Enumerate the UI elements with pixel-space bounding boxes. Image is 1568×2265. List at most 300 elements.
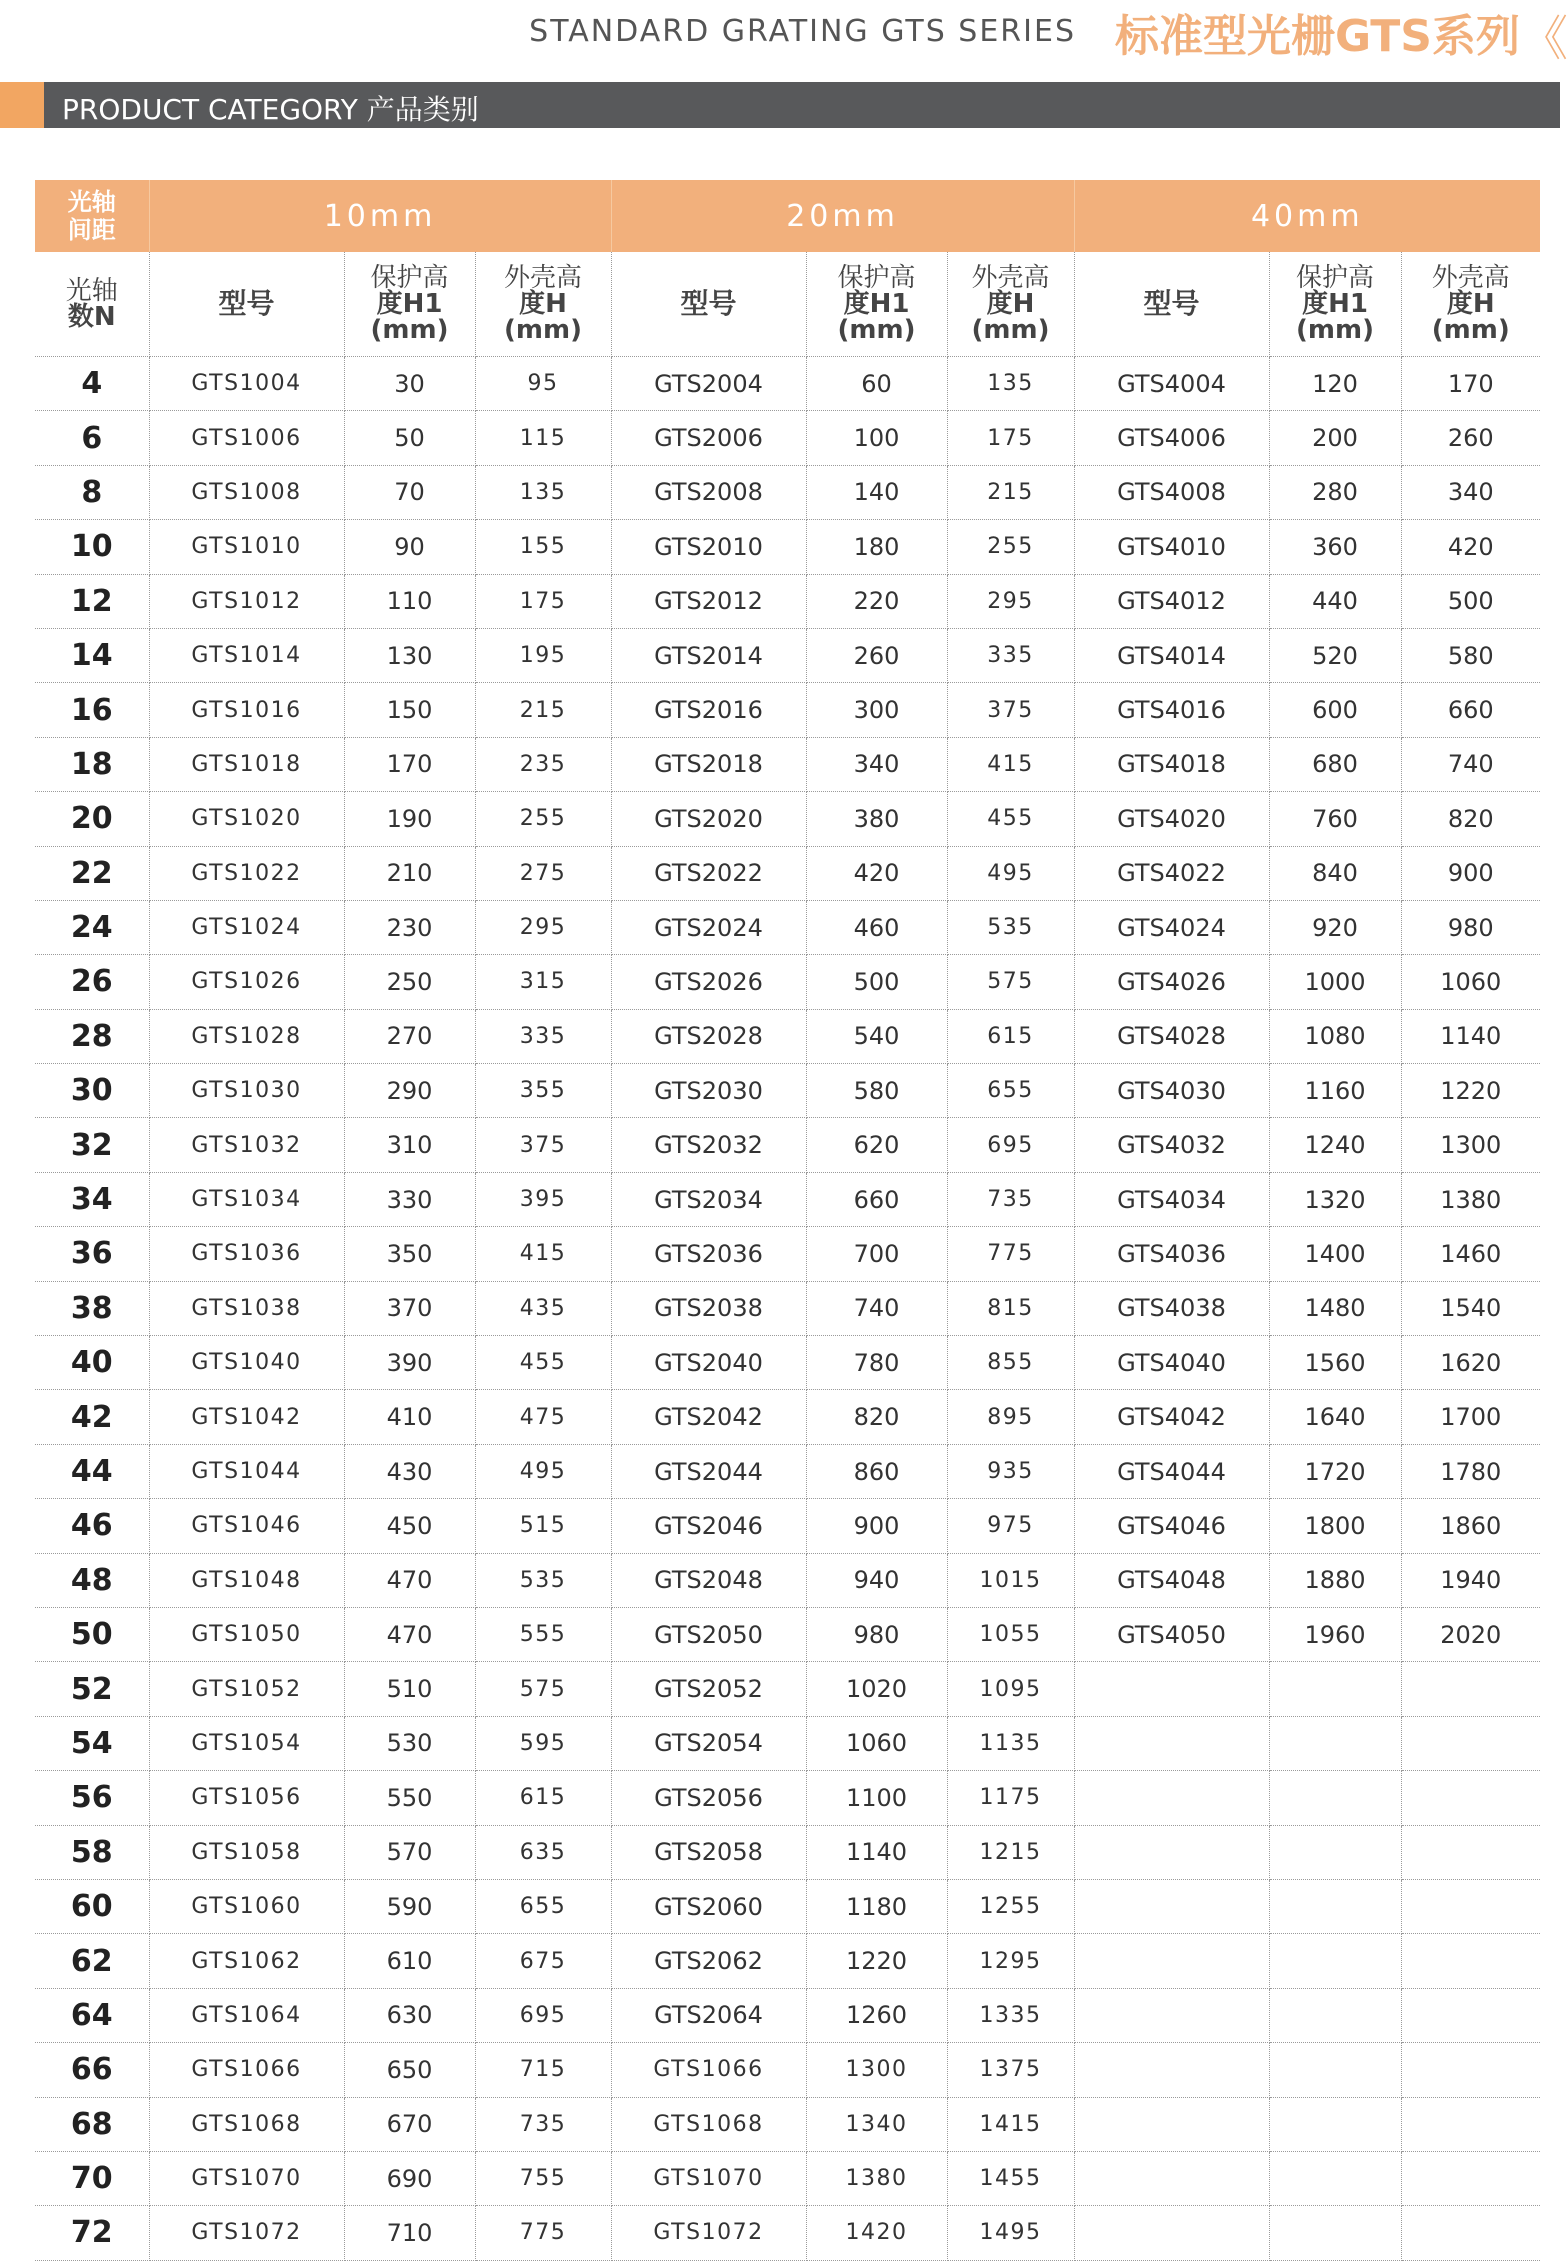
cell-model-10mm: GTS1028 [149,1009,344,1063]
cell-h1-10mm: 90 [344,520,475,574]
table-row [35,520,1540,574]
table-row [35,900,1540,954]
cell-h1-40mm [1269,1771,1401,1825]
cell-model-10mm: GTS1056 [149,1771,344,1825]
cell-h1-40mm: 440 [1269,574,1401,628]
cell-model-40mm [1074,2151,1269,2205]
cell-model-20mm: GTS2014 [611,628,806,682]
cell-h1-10mm: 130 [344,628,475,682]
cell-h1-20mm: 1300 [806,2043,947,2097]
cell-h-20mm: 1295 [947,1934,1074,1988]
english-title: STANDARD GRATING GTS SERIES [529,14,1076,49]
cell-h1-20mm: 940 [806,1553,947,1607]
table-row [35,1499,1540,1553]
table-row [35,1118,1540,1172]
cell-h-40mm: 340 [1401,465,1540,519]
cell-model-40mm: GTS4028 [1074,1009,1269,1063]
cell-model-10mm: GTS1030 [149,1064,344,1118]
cell-h-20mm: 1335 [947,1988,1074,2042]
cell-model-40mm [1074,2097,1269,2151]
cell-h-40mm: 980 [1401,900,1540,954]
table-row [35,1227,1540,1281]
cell-h-20mm: 135 [947,357,1074,411]
cell-h-10mm: 555 [475,1607,611,1661]
cell-h1-10mm: 470 [344,1607,475,1661]
cell-model-10mm: GTS1042 [149,1390,344,1444]
cell-h1-20mm: 580 [806,1064,947,1118]
cell-model-20mm: GTS2054 [611,1716,806,1770]
cell-h1-40mm [1269,1879,1401,1933]
table-row [35,1825,1540,1879]
cell-h1-10mm: 410 [344,1390,475,1444]
cell-h-40mm: 1700 [1401,1390,1540,1444]
cell-model-20mm: GTS1072 [611,2206,806,2260]
cell-axis-count: 34 [35,1172,149,1226]
cell-model-40mm: GTS4022 [1074,846,1269,900]
cell-h-10mm: 655 [475,1879,611,1933]
cell-h1-10mm: 610 [344,1934,475,1988]
cell-h1-40mm: 1160 [1269,1064,1401,1118]
cell-h1-20mm: 540 [806,1009,947,1063]
cell-h-20mm: 615 [947,1009,1074,1063]
cell-model-10mm: GTS1038 [149,1281,344,1335]
cell-h1-40mm: 1080 [1269,1009,1401,1063]
cell-model-40mm [1074,2206,1269,2260]
cell-h-10mm: 455 [475,1336,611,1390]
cell-model-40mm: GTS4012 [1074,574,1269,628]
cell-h1-40mm [1269,1716,1401,1770]
cell-h1-40mm: 600 [1269,683,1401,737]
cell-h1-10mm: 150 [344,683,475,737]
cell-h1-10mm: 330 [344,1172,475,1226]
group-header-20mm: 20mm [611,180,1074,252]
cell-h1-20mm: 1220 [806,1934,947,1988]
cell-h1-40mm: 1480 [1269,1281,1401,1335]
cell-model-10mm: GTS1046 [149,1499,344,1553]
cell-axis-count: 42 [35,1390,149,1444]
cell-axis-count: 54 [35,1716,149,1770]
header-row-spacing [35,180,1540,252]
cell-model-10mm: GTS1026 [149,955,344,1009]
cell-h-40mm [1401,1771,1540,1825]
cell-h-10mm: 755 [475,2151,611,2205]
cell-h-20mm: 1215 [947,1825,1074,1879]
cell-axis-count: 26 [35,955,149,1009]
cell-h-40mm [1401,1988,1540,2042]
cell-h-40mm: 580 [1401,628,1540,682]
cell-h-40mm [1401,1825,1540,1879]
cell-model-10mm: GTS1072 [149,2206,344,2260]
table-row [35,1988,1540,2042]
cell-model-40mm: GTS4050 [1074,1607,1269,1661]
cell-h-20mm: 295 [947,574,1074,628]
cell-h-10mm: 115 [475,411,611,465]
cell-model-10mm: GTS1036 [149,1227,344,1281]
cell-model-10mm: GTS1050 [149,1607,344,1661]
cell-h-20mm: 175 [947,411,1074,465]
cell-model-20mm: GTS2042 [611,1390,806,1444]
cell-h1-10mm: 690 [344,2151,475,2205]
cell-h1-20mm: 980 [806,1607,947,1661]
cell-h-40mm: 1780 [1401,1444,1540,1498]
cell-model-20mm: GTS2024 [611,900,806,954]
category-accent-block [0,82,44,128]
cell-axis-count: 48 [35,1553,149,1607]
cell-h-10mm: 215 [475,683,611,737]
cell-h-10mm: 95 [475,357,611,411]
cell-axis-count: 22 [35,846,149,900]
cell-h-20mm: 415 [947,737,1074,791]
table-row [35,411,1540,465]
cell-model-40mm [1074,1662,1269,1716]
product-table [35,180,1540,2261]
cell-model-20mm: GTS2012 [611,574,806,628]
cell-h-10mm: 135 [475,465,611,519]
cell-h1-40mm: 1720 [1269,1444,1401,1498]
cell-h-40mm: 660 [1401,683,1540,737]
cell-h1-20mm: 900 [806,1499,947,1553]
table-body [35,357,1540,2261]
table-row [35,574,1540,628]
cell-h-20mm: 1015 [947,1553,1074,1607]
cell-model-20mm: GTS2010 [611,520,806,574]
cell-h1-20mm: 1380 [806,2151,947,2205]
cell-h1-20mm: 1340 [806,2097,947,2151]
cell-model-20mm: GTS2060 [611,1879,806,1933]
cell-h-10mm: 275 [475,846,611,900]
category-label: PRODUCT CATEGORY 产品类别 [62,93,479,126]
corner-count-label: 光轴 数N [35,252,149,357]
cell-model-40mm: GTS4030 [1074,1064,1269,1118]
cell-axis-count: 12 [35,574,149,628]
col-model-10: 型号 [149,252,344,357]
table-row [35,628,1540,682]
cell-axis-count: 68 [35,2097,149,2151]
cell-h-40mm: 1860 [1401,1499,1540,1553]
cell-h-10mm: 355 [475,1064,611,1118]
cell-h1-20mm: 1100 [806,1771,947,1825]
cell-model-40mm [1074,1988,1269,2042]
cell-h-40mm: 1620 [1401,1336,1540,1390]
cell-h1-40mm [1269,2151,1401,2205]
cell-model-10mm: GTS1004 [149,357,344,411]
cell-h1-10mm: 190 [344,792,475,846]
cell-h1-20mm: 100 [806,411,947,465]
cell-h-20mm: 935 [947,1444,1074,1498]
cell-h-20mm: 215 [947,465,1074,519]
table-row [35,1172,1540,1226]
col-h1-20: 保护高 度H1 (mm) [806,252,947,357]
cell-model-10mm: GTS1010 [149,520,344,574]
cell-h-40mm: 2020 [1401,1607,1540,1661]
cell-h-20mm: 735 [947,1172,1074,1226]
cell-h1-10mm: 230 [344,900,475,954]
cell-h1-20mm: 1260 [806,1988,947,2042]
group-header-40mm: 40mm [1074,180,1540,252]
cell-model-20mm: GTS2056 [611,1771,806,1825]
table-row [35,1934,1540,1988]
cell-model-10mm: GTS1040 [149,1336,344,1390]
cell-h-20mm: 855 [947,1336,1074,1390]
cell-h1-40mm: 1320 [1269,1172,1401,1226]
cell-model-20mm: GTS2004 [611,357,806,411]
cell-h1-40mm: 920 [1269,900,1401,954]
cell-model-20mm: GTS2038 [611,1281,806,1335]
cell-h-20mm: 1055 [947,1607,1074,1661]
table-row [35,2043,1540,2097]
cell-h1-20mm: 1060 [806,1716,947,1770]
cell-model-20mm: GTS2016 [611,683,806,737]
cell-h1-20mm: 1420 [806,2206,947,2260]
cell-h1-20mm: 60 [806,357,947,411]
cell-model-40mm: GTS4006 [1074,411,1269,465]
cell-model-40mm: GTS4026 [1074,955,1269,1009]
cell-axis-count: 10 [35,520,149,574]
cell-model-20mm: GTS2034 [611,1172,806,1226]
cell-model-10mm: GTS1032 [149,1118,344,1172]
cell-h1-10mm: 470 [344,1553,475,1607]
cell-model-20mm: GTS2050 [611,1607,806,1661]
cell-model-40mm: GTS4034 [1074,1172,1269,1226]
cell-model-40mm: GTS4044 [1074,1444,1269,1498]
table-row [35,1662,1540,1716]
cell-h1-40mm: 1960 [1269,1607,1401,1661]
table-row [35,737,1540,791]
cell-h-20mm: 255 [947,520,1074,574]
cell-model-40mm [1074,1771,1269,1825]
cell-model-10mm: GTS1048 [149,1553,344,1607]
cell-h-10mm: 635 [475,1825,611,1879]
col-h-10: 外壳高 度H (mm) [475,252,611,357]
cell-model-40mm: GTS4020 [1074,792,1269,846]
cell-axis-count: 58 [35,1825,149,1879]
cell-model-20mm: GTS2032 [611,1118,806,1172]
cell-h-40mm: 260 [1401,411,1540,465]
cell-h-40mm [1401,1716,1540,1770]
cell-axis-count: 36 [35,1227,149,1281]
table-row [35,2097,1540,2151]
cell-model-40mm: GTS4046 [1074,1499,1269,1553]
cell-model-20mm: GTS1066 [611,2043,806,2097]
col-h1-10: 保护高 度H1 (mm) [344,252,475,357]
cell-h1-20mm: 140 [806,465,947,519]
cell-h-20mm: 335 [947,628,1074,682]
cell-h-20mm: 1175 [947,1771,1074,1825]
cell-h-40mm: 1060 [1401,955,1540,1009]
cell-model-40mm: GTS4024 [1074,900,1269,954]
cell-h1-40mm [1269,2043,1401,2097]
cell-h1-40mm: 1880 [1269,1553,1401,1607]
cell-h-40mm [1401,1879,1540,1933]
cell-h-10mm: 535 [475,1553,611,1607]
cell-h-10mm: 375 [475,1118,611,1172]
page-header [0,0,1568,70]
cell-axis-count: 18 [35,737,149,791]
col-model-20: 型号 [611,252,806,357]
header-row-columns [35,252,1540,357]
cell-axis-count: 16 [35,683,149,737]
cell-axis-count: 8 [35,465,149,519]
cell-model-20mm: GTS2006 [611,411,806,465]
cell-axis-count: 56 [35,1771,149,1825]
cell-h1-40mm: 120 [1269,357,1401,411]
cell-h1-20mm: 260 [806,628,947,682]
cell-h1-40mm: 1000 [1269,955,1401,1009]
cell-h1-10mm: 430 [344,1444,475,1498]
cell-model-10mm: GTS1034 [149,1172,344,1226]
cell-h1-40mm: 1240 [1269,1118,1401,1172]
cell-h-20mm: 655 [947,1064,1074,1118]
cell-h-40mm [1401,2206,1540,2260]
cell-model-20mm: GTS1068 [611,2097,806,2151]
cell-h1-20mm: 660 [806,1172,947,1226]
cell-h-20mm: 535 [947,900,1074,954]
cell-model-20mm: GTS2018 [611,737,806,791]
cell-h1-10mm: 630 [344,1988,475,2042]
cell-h1-20mm: 180 [806,520,947,574]
cell-model-20mm: GTS2030 [611,1064,806,1118]
cell-model-20mm: GTS2046 [611,1499,806,1553]
cell-h1-20mm: 820 [806,1390,947,1444]
cell-h-10mm: 775 [475,2206,611,2260]
cell-model-10mm: GTS1060 [149,1879,344,1933]
cell-model-40mm [1074,1879,1269,1933]
table-row [35,1009,1540,1063]
double-chevron-left-icon: 《 [1519,11,1568,67]
cell-axis-count: 20 [35,792,149,846]
cell-h1-10mm: 170 [344,737,475,791]
cell-model-40mm: GTS4014 [1074,628,1269,682]
cell-h-10mm: 615 [475,1771,611,1825]
cell-h1-40mm: 280 [1269,465,1401,519]
cell-axis-count: 60 [35,1879,149,1933]
table-row [35,1716,1540,1770]
cell-axis-count: 70 [35,2151,149,2205]
cell-h1-10mm: 290 [344,1064,475,1118]
cell-h1-20mm: 1180 [806,1879,947,1933]
cell-h-20mm: 1375 [947,2043,1074,2097]
cell-axis-count: 32 [35,1118,149,1172]
cell-h-40mm [1401,2043,1540,2097]
cell-h-40mm: 1460 [1401,1227,1540,1281]
cell-model-40mm [1074,1934,1269,1988]
cell-h-40mm [1401,2151,1540,2205]
cell-model-10mm: GTS1058 [149,1825,344,1879]
col-h1-40: 保护高 度H1 (mm) [1269,252,1401,357]
cell-h1-40mm: 760 [1269,792,1401,846]
cell-h-10mm: 715 [475,2043,611,2097]
cell-model-40mm: GTS4010 [1074,520,1269,574]
cell-h-40mm: 420 [1401,520,1540,574]
cell-h-20mm: 695 [947,1118,1074,1172]
cell-h-40mm: 1540 [1401,1281,1540,1335]
cell-axis-count: 40 [35,1336,149,1390]
cell-h1-10mm: 710 [344,2206,475,2260]
cell-h-10mm: 435 [475,1281,611,1335]
col-h-40: 外壳高 度H (mm) [1401,252,1540,357]
chinese-title: 标准型光栅GTS系列 [1114,11,1520,62]
cell-model-40mm [1074,1825,1269,1879]
cell-h1-20mm: 340 [806,737,947,791]
cell-h-20mm: 575 [947,955,1074,1009]
cell-h-10mm: 675 [475,1934,611,1988]
table-row [35,1281,1540,1335]
cell-h-40mm: 1220 [1401,1064,1540,1118]
cell-h1-10mm: 370 [344,1281,475,1335]
cell-h-20mm: 1135 [947,1716,1074,1770]
cell-model-20mm: GTS1070 [611,2151,806,2205]
cell-h1-10mm: 310 [344,1118,475,1172]
cell-model-20mm: GTS2048 [611,1553,806,1607]
cell-model-40mm [1074,2043,1269,2097]
cell-axis-count: 72 [35,2206,149,2260]
cell-h-10mm: 415 [475,1227,611,1281]
cell-axis-count: 50 [35,1607,149,1661]
table-row [35,1336,1540,1390]
cell-h-10mm: 595 [475,1716,611,1770]
cell-h1-40mm: 840 [1269,846,1401,900]
cell-model-10mm: GTS1014 [149,628,344,682]
cell-h-40mm [1401,2097,1540,2151]
cell-model-10mm: GTS1006 [149,411,344,465]
category-bar [0,82,1560,128]
cell-model-40mm: GTS4040 [1074,1336,1269,1390]
cell-h-10mm: 575 [475,1662,611,1716]
cell-h-10mm: 175 [475,574,611,628]
cell-h-20mm: 1255 [947,1879,1074,1933]
cell-h-10mm: 155 [475,520,611,574]
table-row [35,846,1540,900]
cell-h1-10mm: 30 [344,357,475,411]
cell-h1-20mm: 1020 [806,1662,947,1716]
cell-h1-10mm: 670 [344,2097,475,2151]
cell-h-40mm: 820 [1401,792,1540,846]
cell-model-10mm: GTS1066 [149,2043,344,2097]
cell-model-40mm: GTS4048 [1074,1553,1269,1607]
cell-h-20mm: 815 [947,1281,1074,1335]
table-row [35,1390,1540,1444]
cell-model-40mm: GTS4008 [1074,465,1269,519]
cell-h-10mm: 395 [475,1172,611,1226]
cell-h1-10mm: 50 [344,411,475,465]
cell-axis-count: 28 [35,1009,149,1063]
cell-h1-20mm: 780 [806,1336,947,1390]
cell-h-40mm: 1300 [1401,1118,1540,1172]
cell-h-20mm: 455 [947,792,1074,846]
table-row [35,2151,1540,2205]
cell-axis-count: 38 [35,1281,149,1335]
cell-model-40mm [1074,1716,1269,1770]
table-row [35,1607,1540,1661]
cell-h-20mm: 975 [947,1499,1074,1553]
cell-axis-count: 4 [35,357,149,411]
cell-model-20mm: GTS2008 [611,465,806,519]
cell-model-10mm: GTS1012 [149,574,344,628]
cell-h1-10mm: 270 [344,1009,475,1063]
cell-h1-20mm: 860 [806,1444,947,1498]
cell-h-10mm: 235 [475,737,611,791]
cell-h1-10mm: 530 [344,1716,475,1770]
table-row [35,683,1540,737]
table-row [35,465,1540,519]
cell-h-20mm: 1095 [947,1662,1074,1716]
cell-model-10mm: GTS1018 [149,737,344,791]
cell-model-10mm: GTS1020 [149,792,344,846]
cell-h1-40mm: 1400 [1269,1227,1401,1281]
cell-axis-count: 30 [35,1064,149,1118]
table-row [35,1771,1540,1825]
cell-h1-20mm: 700 [806,1227,947,1281]
